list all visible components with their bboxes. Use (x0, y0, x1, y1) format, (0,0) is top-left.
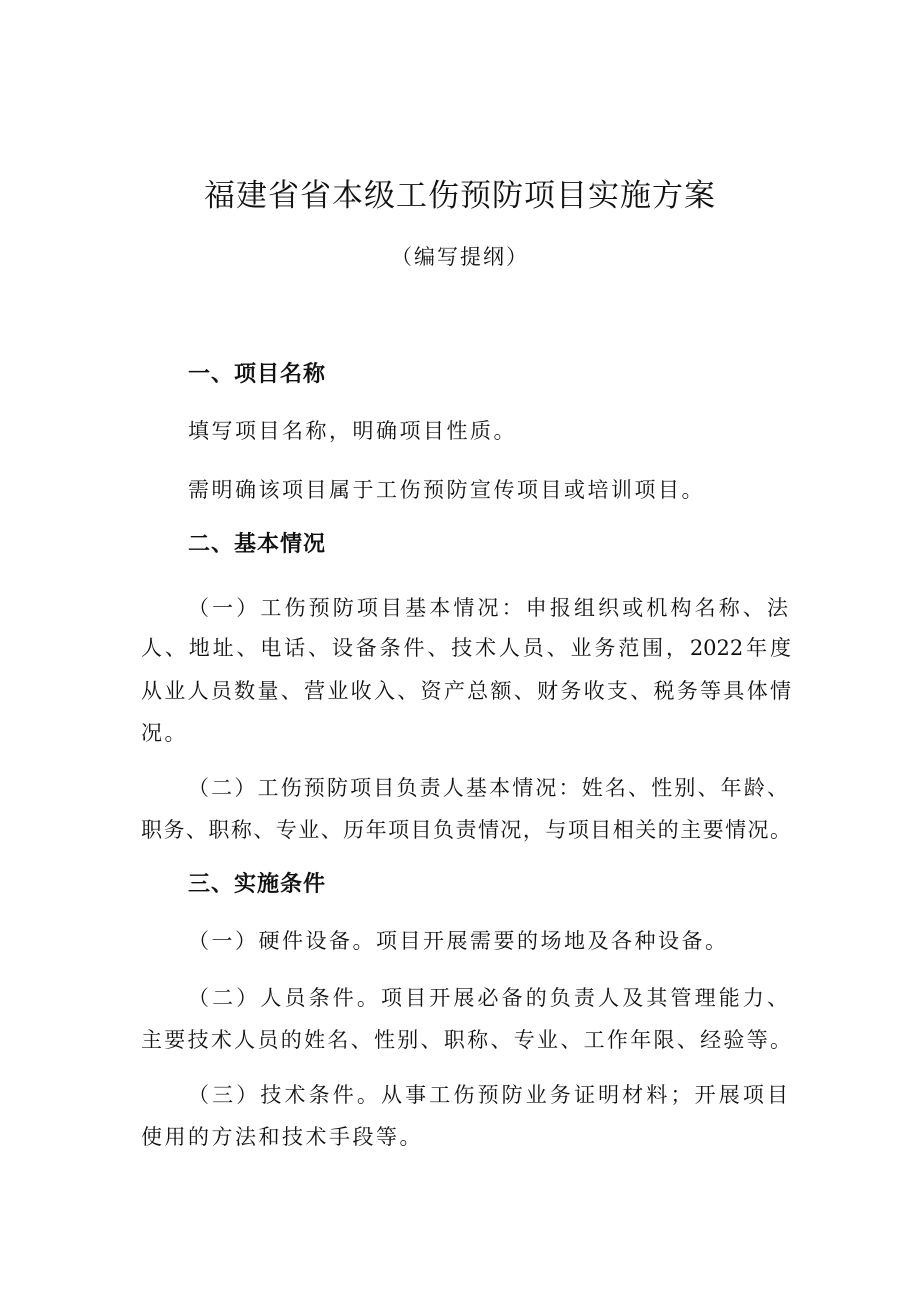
paragraph-org-info-line1: （一）工伤预防项目基本情况：申报组织或机构名称、法 (188, 596, 788, 620)
section-heading-basic-info: 二、基本情况 (188, 532, 327, 557)
document-title: 福建省省本级工伤预防项目实施方案 (204, 178, 716, 214)
paragraph-org-info-line3: 从业人员数量、营业收入、资产总额、财务收支、税务等具体情 (141, 679, 791, 703)
paragraph-fill-name: 填写项目名称，明确项目性质。 (188, 419, 517, 443)
paragraph-personnel-line1: （二）人员条件。项目开展必备的负责人及其管理能力、 (188, 986, 788, 1010)
paragraph-hardware: （一）硬件设备。项目开展需要的场地及各种设备。 (188, 929, 729, 953)
paragraph-org-info-line2: 人、地址、电话、设备条件、技术人员、业务范围，2022年度 (141, 636, 791, 660)
section-heading-project-name: 一、项目名称 (188, 362, 327, 387)
paragraph-org-info-line4: 况。 (141, 721, 188, 745)
paragraph-technical-line2: 使用的方法和技术手段等。 (141, 1125, 423, 1149)
paragraph-leader-info-line2: 职务、职称、专业、历年项目负责情况，与项目相关的主要情况。 (141, 818, 791, 842)
paragraph-personnel-line2: 主要技术人员的姓名、性别、职称、专业、工作年限、经验等。 (141, 1028, 791, 1052)
paragraph-leader-info-line1: （二）工伤预防项目负责人基本情况：姓名、性别、年龄、 (188, 776, 788, 800)
document-subtitle: （编写提纲） (391, 245, 529, 269)
paragraph-clarify-type: 需明确该项目属于工伤预防宣传项目或培训项目。 (188, 478, 705, 502)
section-heading-conditions: 三、实施条件 (188, 872, 327, 897)
paragraph-technical-line1: （三）技术条件。从事工伤预防业务证明材料；开展项目 (188, 1083, 788, 1107)
